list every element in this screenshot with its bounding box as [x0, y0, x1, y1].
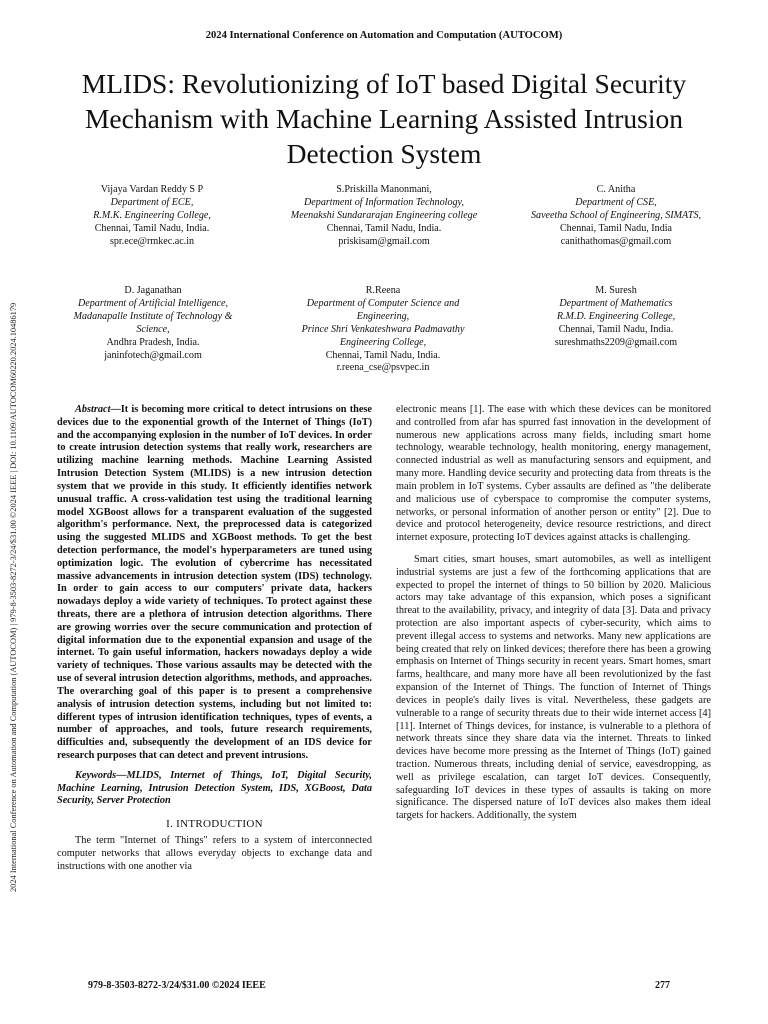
author-block-6	[530, 285, 702, 350]
author-block-1	[62, 184, 242, 249]
author-location: Chennai, Tamil Nadu, India.	[558, 323, 674, 335]
author-block-4	[56, 285, 250, 362]
side-doi-strip: 2024 International Conference on Automation and Computation (AUTOCOM) | 979-8-3503-8272-3/24/$31.00 ©2024 IEEE | DOI: 10.1109/AUTOCOM60220.2024.10486179	[9, 302, 18, 892]
author-inst: Prince Shri Venkateshwara Padmavathy Engineering College,	[301, 323, 465, 348]
left-column	[57, 404, 372, 873]
author-location: Chennai, Tamil Nadu, India.	[94, 222, 210, 234]
abstract-lead: Abstract	[75, 404, 111, 415]
author-email[interactable]: sureshmaths2209@gmail.com	[554, 336, 678, 348]
author-name: D. Jaganathan	[124, 285, 182, 296]
author-name: S.Priskilla Manonmani,	[336, 184, 432, 195]
abstract	[57, 404, 372, 763]
author-email[interactable]: r.reena_cse@psvpec.in	[336, 362, 430, 374]
author-name: R.Reena	[365, 285, 401, 296]
author-location: Chennai, Tamil Nadu, India.	[325, 349, 441, 361]
author-block-2	[287, 184, 481, 249]
intro-paragraph-2: Smart cities, smart houses, smart automobiles, as well as intelligent industrial systems are just a few of the forthcoming applications that are expected to propel the internet of things to 50 billion by 2020. Malicious actors may take advantage of this expansion, which poses a significant threat to the availability, privacy, and integrity of data [3]. Data and privacy protection are also important aspects of cyber-security, which aims to prevent illegal access to systems and networks. Many new applications are being created that rely on linked devices; therefore there has been a growing emphasis on Internet of Things security in recent years. Smart homes, smart farms, healthcare, and many more have all been revolutionized by the fast expansion of the Internet of Things. The function of Internet of Things devices in people's daily lives is vital. Nevertheless, these gadgets are vulnerable to a range of security threats due to their wide internet access [4] [11]. Internet of Things devices, for instance, is vulnerable to a plethora of network threats since they share data via the internet. Threats to linked devices have become more pressing as the Internet of Things (IoT) gained traction. Numerous threats, including denial of service, eavesdropping, as well as privilege escalation, can target IoT devices. Consequently, safeguarding IoT devices in these types of assaults is taking on more significance. The dispersed nature of IoT devices also makes them ideal targets for hackers. Additionally, the system	[396, 553, 711, 822]
author-location: Chennai, Tamil Nadu, India.	[326, 222, 442, 234]
right-column	[396, 404, 711, 823]
author-name: C. Anitha	[596, 184, 636, 195]
author-inst: Madanapalle Institute of Technology & Science,	[73, 310, 233, 335]
conference-header: 2024 International Conference on Automation and Computation (AUTOCOM)	[205, 30, 563, 41]
author-inst: R.M.K. Engineering College,	[93, 209, 211, 221]
author-email[interactable]: priskisam@gmail.com	[338, 235, 430, 247]
author-email[interactable]: spr.ece@rmkec.ac.in	[109, 235, 195, 247]
author-email[interactable]: canithathomas@gmail.com	[560, 235, 672, 247]
keywords: Keywords—MLIDS, Internet of Things, IoT, Digital Security, Machine Learning, Intrusion Detection System, IDS, XGBoost, Data Security, Server Protection	[57, 769, 372, 807]
author-block-5	[290, 285, 476, 375]
author-dept: Department of ECE,	[110, 196, 194, 208]
author-dept: Department of Artificial Intelligence,	[77, 297, 229, 309]
author-inst: R.M.D. Engineering College,	[556, 310, 676, 322]
page-number: 277	[655, 980, 670, 991]
author-location: Chennai, Tamil Nadu, India	[559, 222, 673, 234]
author-inst: Meenakshi Sundararajan Engineering college	[290, 209, 478, 221]
intro-paragraph-1-continued: electronic means [1]. The ease with which these devices can be monitored and controlled from afar has spurred fast innovation in the development of numerous new applications across many fields, including smart home technology, wearable technology, health monitoring, energy management, connected industrial as well as manufacturing sensors and equipment, and many more. Handling device security and protecting data from threats is the main problem in IoT systems. Cyber assaults are defined as "the deliberate and malicious use of cyberspace to compromise the computer systems, networks, or personal information of another person or entity" [2]. Due to device and protocol heterogeneity, device resource restrictions, and direct internet exposure, protecting IoT devices against attacks is challenging.	[396, 404, 711, 544]
section-heading-introduction: I. INTRODUCTION	[166, 818, 263, 831]
author-inst: Saveetha School of Engineering, SIMATS,	[530, 209, 702, 221]
intro-paragraph-1: The term "Internet of Things" refers to a system of interconnected computer networks that allows everyday objects to exchange data and instructions with one another via	[57, 835, 372, 872]
footer-isbn: 979-8-3503-8272-3/24/$31.00 ©2024 IEEE	[88, 980, 266, 991]
author-block-3	[530, 184, 702, 249]
paper-title: MLIDS: Revolutionizing of IoT based Digital Security Mechanism with Machine Learning Assisted Intrusion Detection System	[81, 68, 687, 169]
author-location: Andhra Pradesh, India.	[106, 336, 200, 348]
abstract-text: —It is becoming more critical to detect intrusions on these devices due to the exponential growth of the Internet of Things (IoT) and the accompanying explosion in the number of IoT devices. In order to create intrusion detection systems that really work, researchers are utilizing machine learning methods. Machine Learning Assisted Intrusion Detection System (MLIDS) is a new intrusion detection system that we provide in this study. It efficiently identifies network unusual traffic. A cross-validation test using the traditional learning model XGBoost allows for a transparent evaluation of the suggested algorithm's performance. Next, the preprocessed data is categorized using the suggested MLIDS and XGBoost methods. To get the best detection performance, the model's hyperparameters are tuned using optimization logic. The evolution of cybercrime has necessitated massive advancements in intrusion detection system (IDS) technology. In order to gain access to our computers' private data, hackers nowadays deploy a wide variety of techniques. To protect against these threats, there are a plethora of intrusion detection algorithms. There are growing worries over the secure communication and protection of digital information due to the exponential expansion and usage of the internet. To gain useful information, hackers nowadays deploy a wide variety of techniques. Those various assaults may be detected with the use of several intrusion detection algorithms, methods, and approaches. The overarching goal of this paper is to present a comprehensive analysis of intrusion detection systems, including but not limited to: different types of intrusion identification techniques, types of events, a number of approaches, and tools, future research requirements, difficulties and, subsequently the development of an IDS device for research purposes that can detect and prevent intrusions.	[57, 404, 372, 761]
author-name: M. Suresh	[595, 285, 637, 296]
author-dept: Department of CSE,	[575, 196, 657, 208]
author-dept: Department of Computer Science and Engineering,	[306, 297, 460, 322]
author-dept: Department of Information Technology,	[304, 196, 464, 208]
author-name: Vijaya Vardan Reddy S P	[100, 184, 204, 195]
author-email[interactable]: janinfotech@gmail.com	[104, 349, 202, 361]
author-dept: Department of Mathematics	[559, 297, 673, 309]
